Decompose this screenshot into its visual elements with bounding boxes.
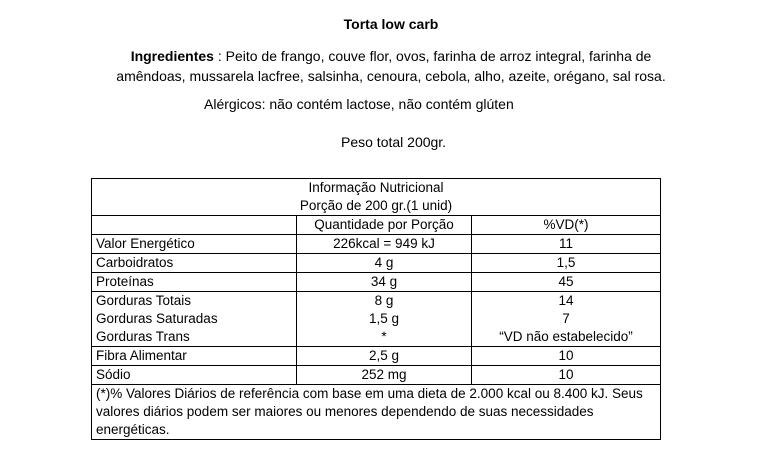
nutrient-name: Gorduras Trans — [96, 329, 190, 344]
nutrient-quantity: 252 mg — [297, 366, 472, 385]
nutrition-table — [91, 178, 661, 440]
column-header-empty — [92, 216, 297, 235]
table-header-row — [92, 179, 661, 216]
footnote: (*)% Valores Diários de referência com base em uma dieta de 2.000 kcal ou 8.400 kJ. Seus valores diários podem ser maiores ou menores dependendo de suas necessidades energéticas. — [92, 385, 661, 440]
nutrient-name: Carboidratos — [92, 254, 297, 273]
table-row — [92, 273, 661, 292]
fats-quantities — [297, 292, 472, 347]
nutrient-name: Sódio — [92, 366, 297, 385]
nutrient-quantity: 4 g — [297, 254, 472, 273]
nutrient-vd: 10 — [472, 366, 661, 385]
nutrient-name: Gorduras Saturadas — [96, 311, 218, 326]
table-row — [92, 254, 661, 273]
nutrient-name: Gorduras Totais — [96, 293, 192, 308]
nutrient-quantity: * — [381, 329, 387, 344]
ingredients-separator: : — [213, 48, 226, 64]
fats-names — [92, 292, 297, 347]
nutrient-vd: 1,5 — [472, 254, 661, 273]
column-header-quantity: Quantidade por Porção — [297, 216, 472, 235]
nutrient-quantity: 34 g — [297, 273, 472, 292]
column-header-row — [92, 216, 661, 235]
product-title: Torta low carb — [343, 16, 439, 32]
footnote-row — [92, 385, 661, 440]
nutrient-vd: 11 — [472, 235, 661, 254]
allergens-text: Alérgicos: não contém lactose, não contém glúten — [204, 96, 514, 112]
nutrient-quantity: 1,5 g — [368, 311, 400, 326]
table-row — [92, 347, 661, 366]
nutrient-quantity: 2,5 g — [297, 347, 472, 366]
nutrient-name: Proteínas — [92, 273, 297, 292]
nutrient-vd: 7 — [562, 311, 570, 326]
serving-size: Porção de 200 gr.(1 unid) — [299, 198, 453, 213]
nutrient-name: Fibra Alimentar — [92, 347, 297, 366]
total-weight: Peso total 200gr. — [341, 134, 447, 150]
nutrient-vd: 14 — [558, 293, 574, 308]
nutrient-vd: “VD não estabelecido” — [499, 329, 633, 344]
table-row — [92, 235, 661, 254]
table-row — [92, 366, 661, 385]
table-title: Informação Nutricional — [308, 180, 444, 195]
nutrient-quantity: 8 g — [374, 293, 394, 308]
nutrient-quantity: 226kcal = 949 kJ — [297, 235, 472, 254]
nutrient-vd: 45 — [472, 273, 661, 292]
column-header-vd: %VD(*) — [472, 216, 661, 235]
ingredients-label: Ingredientes — [130, 48, 214, 64]
fats-row — [92, 292, 661, 347]
nutrient-name: Valor Energético — [92, 235, 297, 254]
table-header-cell — [92, 179, 661, 216]
fats-vds — [472, 292, 661, 347]
ingredients-text: Peito de frango, couve flor, ovos, farinha de arroz integral, farinha de amêndoas, mussarela lacfree, salsinha, cenoura, cebola, alho, azeite, orégano, sal rosa. — [116, 48, 666, 84]
ingredients-paragraph — [110, 46, 672, 86]
nutrient-vd: 10 — [472, 347, 661, 366]
